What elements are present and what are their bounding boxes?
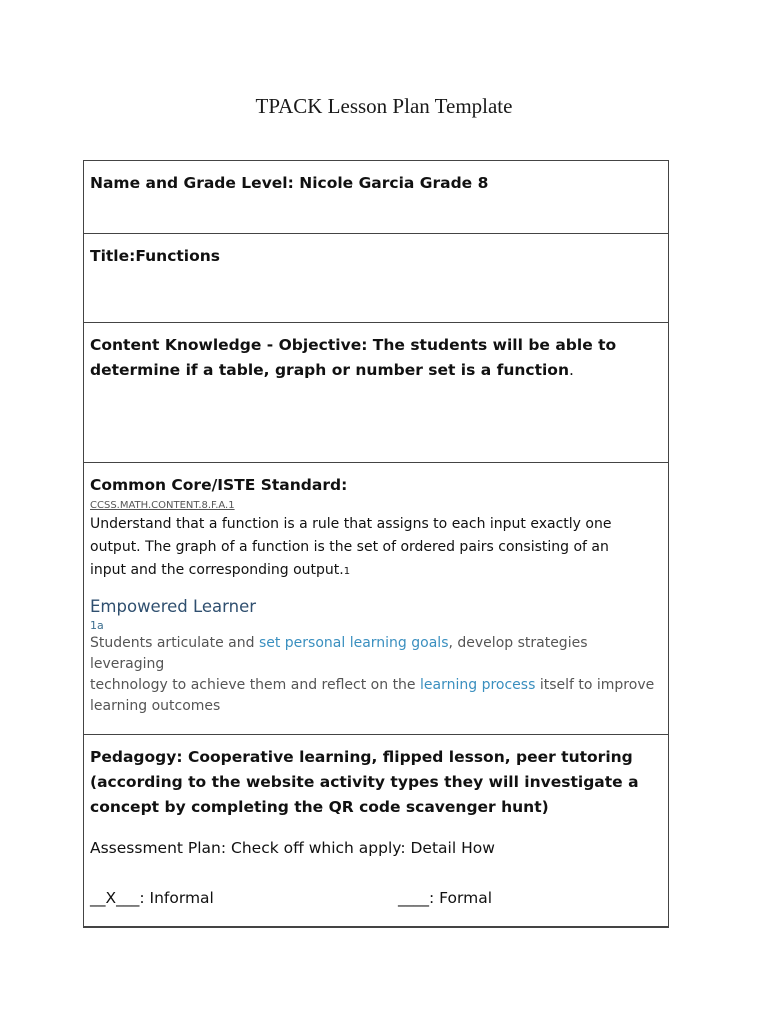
learner-text-4: itself to improve	[535, 677, 655, 693]
pedagogy-line-2: (according to the website activity types they will investigate a	[90, 773, 639, 791]
learner-line-3: learning outcomes	[90, 698, 221, 714]
empowered-learner-heading: Empowered Learner	[90, 597, 257, 616]
personal-goals-link[interactable]: set personal learning goals	[258, 635, 449, 651]
standard-line-3	[90, 559, 662, 583]
title-row	[84, 234, 668, 323]
objective-line-1: Content Knowledge - Objective: The students will be able to	[90, 336, 617, 354]
learner-line-2	[90, 675, 662, 696]
learner-standard-number: 1a	[90, 619, 104, 632]
standard-row	[84, 463, 668, 735]
title-text: Title:Functions	[90, 247, 221, 265]
assessment-plan-text: Assessment Plan: Check off which apply: Detail How	[90, 839, 495, 857]
formal-option: ____: Formal	[398, 889, 492, 907]
lesson-plan-table	[83, 160, 669, 928]
pedagogy-row	[84, 735, 668, 926]
objective-period: .	[569, 361, 574, 379]
standard-line-2: output. The graph of a function is the set of ordered pairs consisting of an	[90, 539, 609, 555]
standard-line-3-text: input and the corresponding output.	[90, 562, 344, 578]
assessment-options	[90, 886, 662, 910]
document-title: TPACK Lesson Plan Template	[255, 94, 513, 118]
informal-option: __X___: Informal	[90, 889, 214, 907]
objective-line-2	[90, 358, 662, 383]
learner-text-1: Students articulate and	[90, 635, 259, 651]
standard-line-1: Understand that a function is a rule that assigns to each input exactly one	[90, 516, 612, 532]
learning-process-link[interactable]: learning process	[420, 677, 536, 693]
learner-line-1	[90, 633, 662, 675]
footnote-marker: 1	[343, 566, 351, 577]
learner-text-3: technology to achieve them and reflect on the	[90, 677, 420, 693]
standard-code-link[interactable]: CCSS.MATH.CONTENT.8.F.A.1	[90, 500, 235, 511]
standard-heading: Common Core/ISTE Standard:	[90, 476, 348, 494]
name-grade-row	[84, 161, 668, 234]
content-knowledge-row	[84, 323, 668, 463]
pedagogy-line-1: Pedagogy: Cooperative learning, flipped lesson, peer tutoring	[90, 748, 633, 766]
name-grade-text: Name and Grade Level: Nicole Garcia Grade 8	[90, 174, 489, 192]
pedagogy-line-3: concept by completing the QR code scavenger hunt)	[90, 798, 549, 816]
learner-text-2: , develop strategies leveraging	[90, 635, 588, 672]
objective-line-2-text: determine if a table, graph or number set is a function	[90, 361, 569, 379]
